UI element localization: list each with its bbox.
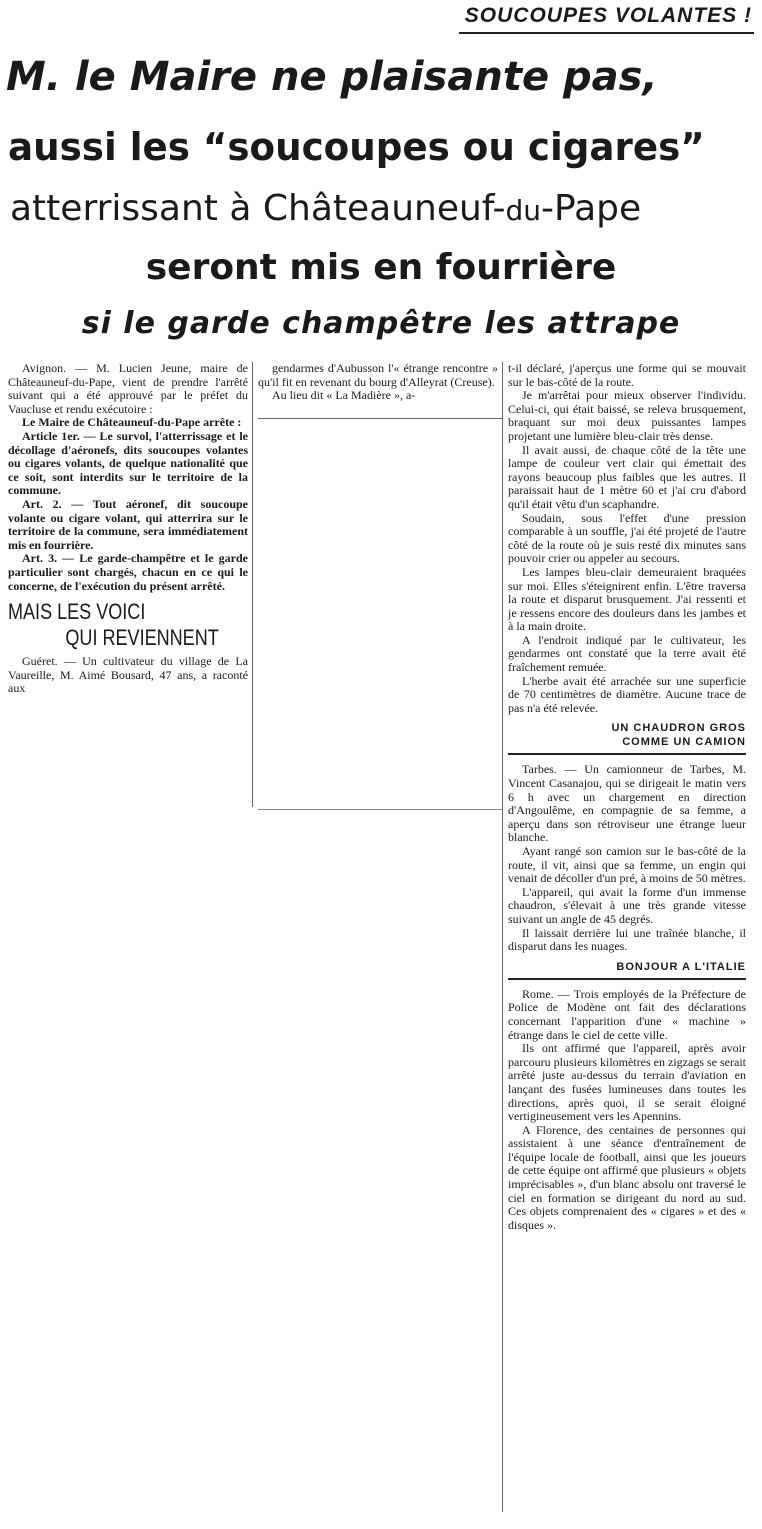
subheading-line-1: MAIS LES VOICI <box>8 599 146 625</box>
headline-line-4: seront mis en fourrière <box>145 247 617 288</box>
subheading-italie <box>508 960 746 980</box>
column-rule-1 <box>252 362 253 807</box>
paragraph: Guéret. — Un cultivateur du village de La Vaureille, M. Aimé Bousard, 47 ans, a raconté aux <box>8 654 248 696</box>
subheading-line-2: QUI REVIENNENT <box>65 625 219 651</box>
headline-line-1: M. le Maire ne plaisante pas, <box>6 54 658 100</box>
subheading-line-1: UN CHAUDRON GROS <box>611 722 746 735</box>
paragraph: Ayant rangé son camion sur le bas-côté de la route, il vit, ainsi que sa femme, un engin qui venait de décoller d'un pré, à moins de 50 mètres. <box>508 844 746 886</box>
paragraph: A Florence, des centaines de personnes qui assistaient à une séance d'entraînement de l'équipe locale de football, ainsi que les joueurs de cette équipe ont affirmé que plusieurs « objets imprécisables », d'un blanc absolu ont traversé le ciel en formation se dirigeant du nord au sud. Ces objets comprenaient des « cigares » et des « disques ». <box>508 1122 746 1232</box>
subheading-chaudron <box>508 721 746 755</box>
subheading-line-2: COMME UN CAMION <box>622 736 746 749</box>
column-rule-2 <box>502 362 503 1512</box>
paragraph: L'appareil, qui avait la forme d'un immense chaudron, s'élevait à une très grande vitesse suivant un angle de 45 degrés. <box>508 884 746 926</box>
headline-line-3a: atterrissant à Châteauneuf- <box>10 188 506 229</box>
paragraph: L'herbe avait été arrachée sur une superficie de 70 centimètres de diamètre. Aucune trace de pas n'a été relevée. <box>508 673 746 715</box>
headline-line-5: si le garde champêtre les attrape <box>81 306 681 341</box>
headline-line-3c: -Pape <box>541 188 642 229</box>
subheading-mais-les-voici <box>8 599 219 651</box>
paragraph: gendarmes d'Aubusson l'« étrange rencontre » qu'il fit en revenant du bourg d'Alleyrat (Creuse). <box>258 361 498 389</box>
article-column-3 <box>508 362 746 1232</box>
column-2-blank-box <box>258 418 502 810</box>
paragraph: Avignon. — M. Lucien Jeune, maire de Châteauneuf-du-Pape, vient de prendre l'arrêté suivant qui a été approuvé par le préfet du Vaucluse et rendu exécutoire : <box>8 361 248 416</box>
paragraph: Art. 2. — Tout aéronef, dit soucoupe volante ou cigare volant, qui atterrira sur le territoire de la commune, sera immédiatement mis en fourrière. <box>8 496 248 552</box>
column-2-rule <box>258 418 502 419</box>
subheading-line-1: BONJOUR A L'ITALIE <box>616 960 746 973</box>
paragraph: Ils ont affirmé que l'appareil, après avoir parcouru plusieurs kilomètres en zigzags se serait arrêté juste au-dessus du terrain d'aviation en lançant des fusées lumineuses dans toutes les directions, après quoi, il se serait éloigné vertigineusement vers les Apennins. <box>508 1041 746 1124</box>
paragraph: Article 1er. — Le survol, l'atterrissage et le décollage d'aéronefs, dits soucoupes volantes ou cigares volants, de quelque nationalité que ce soit, sont interdits sur le territoire de la commune. <box>8 428 248 498</box>
article-column-1 <box>8 362 248 696</box>
paragraph: Il laissait derrière lui une traînée blanche, il disparut dans les nuages. <box>508 925 746 954</box>
paragraph: A l'endroit indiqué par le cultivateur, les gendarmes ont constaté que la terre avait été fraîchement remuée. <box>508 632 746 675</box>
headline-line-3 <box>10 184 641 236</box>
paragraph: Le Maire de Châteauneuf-du-Pape arrête : <box>22 415 242 430</box>
paragraph: Les lampes bleu-clair demeuraient braquées sur moi. Elles s'éteignirent enfin. L'être traversa la route et disparut brusquement. J'ai ressenti et je ressens encore des douleurs dans les jambes et à la main droite. <box>508 564 746 634</box>
paragraph: Rome. — Trois employés de la Préfecture de Police de Modène ont fait des déclarations concernant l'apparition d'une « machine » étrange dans le ciel de cette ville. <box>508 986 746 1042</box>
headline-line-2: aussi les “soucoupes ou cigares” <box>8 125 705 169</box>
article-column-2 <box>258 362 498 403</box>
headline-line-3b: du <box>505 194 542 227</box>
paragraph: Soudain, sous l'effet d'une pression comparable à un souffle, j'ai été projeté de l'autre côté de la route où je suis resté dix minutes sans pouvoir crier ou appeler au secours. <box>508 510 746 566</box>
paragraph: Au lieu dit « La Madière », a- <box>272 388 416 403</box>
paragraph: Art. 3. — Le garde-champêtre et le garde particulier sont chargés, chacun en ce qui le concerne, de l'exécution du présent arrêté. <box>8 551 248 593</box>
paragraph: Tarbes. — Un camionneur de Tarbes, M. Vincent Casanajou, qui se dirigeait le matin vers 6 h avec un chargement en direction d'Angoulême, en compagnie de sa femme, a aperçu dans son rétroviseur une étrange lueur blanche. <box>508 762 746 845</box>
paragraph: Il avait aussi, de chaque côté de la tête une lampe de couleur vert clair qui émettait des rayons beaucoup plus faibles que les autres. Il paraissait haut de 1 mètre 60 et j'ai cru d'abord qu'il était vêtu d'un scaphandre. <box>508 442 746 511</box>
paragraph: Je m'arrêtai pour mieux observer l'individu. Celui-ci, qui était baissé, se releva brusquement, braquant sur moi deux puissantes lampes projetant une lumière bleu-clair très dense. <box>508 388 746 443</box>
paragraph: t-il déclaré, j'aperçus une forme qui se mouvait sur le bas-côté de la route. <box>508 361 746 389</box>
section-kicker: SOUCOUPES VOLANTES ! <box>459 4 754 34</box>
